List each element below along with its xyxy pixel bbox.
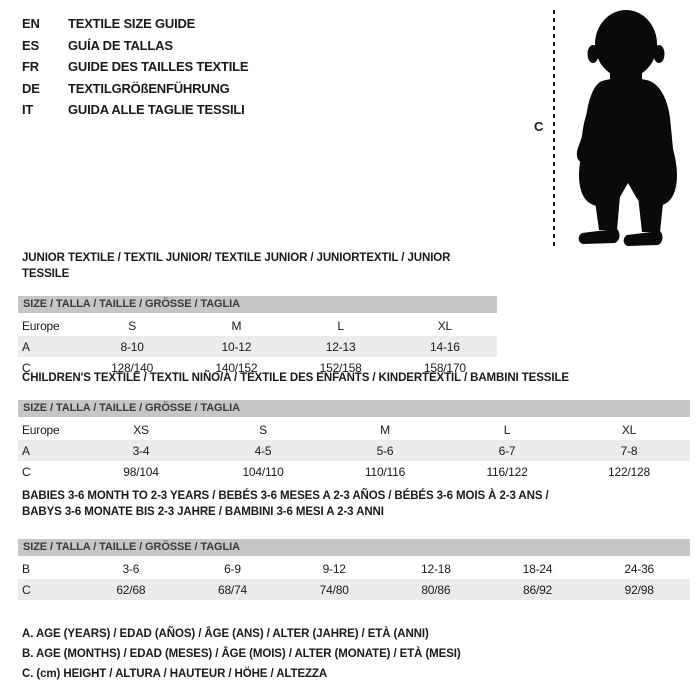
language-list bbox=[22, 13, 248, 121]
cell-value: 140/152 bbox=[215, 360, 258, 375]
cell-value: L bbox=[337, 318, 344, 333]
row-label: Europe bbox=[22, 422, 60, 437]
table-row bbox=[18, 579, 690, 600]
language-code: EN bbox=[22, 16, 40, 32]
cell-value: 152/158 bbox=[319, 360, 362, 375]
table-row bbox=[18, 315, 497, 336]
language-code: ES bbox=[22, 37, 39, 53]
cell-value: 62/68 bbox=[116, 582, 146, 597]
language-row bbox=[22, 56, 248, 78]
row-label: A bbox=[22, 443, 30, 458]
language-title: TEXTILGRÖßENFÜHRUNG bbox=[68, 80, 230, 96]
cell-value: S bbox=[128, 318, 137, 333]
cell-value: 6-9 bbox=[224, 561, 241, 576]
table-row bbox=[18, 558, 690, 579]
table-rows bbox=[18, 419, 690, 482]
toddler-silhouette-icon bbox=[562, 8, 694, 248]
cell-value: 4-5 bbox=[254, 443, 272, 458]
cell-value: 122/128 bbox=[608, 464, 650, 479]
footnote: C. (cm) HEIGHT / ALTURA / HAUTEUR / HÖHE / ALTEZZA bbox=[22, 668, 328, 680]
language-row bbox=[22, 78, 248, 100]
table-babies bbox=[18, 488, 690, 600]
figure-label-c: C bbox=[534, 119, 544, 134]
cell-value: 110/116 bbox=[364, 464, 406, 479]
table-junior-textile bbox=[18, 250, 497, 378]
table-rows bbox=[18, 558, 690, 600]
table-row bbox=[18, 440, 690, 461]
language-title: GUIDA ALLE TAGLIE TESSILI bbox=[68, 102, 245, 118]
cell-value: 8-10 bbox=[120, 339, 144, 354]
table-title: CHILDREN'S TEXTILE / TEXTIL NIÑO/A / TEXTILE DES ENFANTS / KINDERTEXTIL / BAMBINI TESSILE bbox=[22, 372, 569, 384]
cell-value: 10-12 bbox=[221, 339, 252, 354]
cell-value: 3-6 bbox=[122, 561, 140, 576]
cell-value: 6-7 bbox=[498, 443, 516, 458]
cell-value: 24-36 bbox=[624, 561, 655, 576]
row-label: C bbox=[22, 464, 31, 479]
language-row bbox=[22, 35, 248, 57]
table-size-header: SIZE / TALLA / TAILLE / GRÖSSE / TAGLIA bbox=[18, 296, 497, 313]
cell-value: 158/170 bbox=[423, 360, 466, 375]
cell-value: 18-24 bbox=[522, 561, 553, 576]
cell-value: XL bbox=[621, 422, 637, 437]
cell-value: 12-13 bbox=[325, 339, 356, 354]
cell-value: 104/110 bbox=[242, 464, 284, 479]
cell-value: 86/92 bbox=[523, 582, 553, 597]
row-label: Europe bbox=[22, 318, 60, 333]
cell-value: 80/86 bbox=[421, 582, 451, 597]
cell-value: 68/74 bbox=[217, 582, 248, 597]
footnote: A. AGE (YEARS) / EDAD (AÑOS) / ÂGE (ANS) / ALTER (JAHRE) / ETÀ (ANNI) bbox=[22, 628, 429, 640]
language-code: IT bbox=[22, 102, 34, 118]
table-row bbox=[18, 419, 690, 440]
cell-value: S bbox=[259, 422, 267, 437]
cell-value: M bbox=[231, 318, 242, 333]
row-label: B bbox=[22, 561, 30, 576]
language-title: GUIDE DES TAILLES TEXTILE bbox=[68, 59, 249, 75]
footnote: B. AGE (MONTHS) / EDAD (MESES) / ÂGE (MOIS) / ALTER (MONATE) / ETÀ (MESI) bbox=[22, 648, 461, 660]
cell-value: 5-6 bbox=[376, 443, 394, 458]
language-row bbox=[22, 13, 248, 35]
cell-value: XL bbox=[437, 318, 453, 333]
table-rows bbox=[18, 315, 497, 378]
cell-value: 98/104 bbox=[123, 464, 159, 479]
row-label: C bbox=[22, 360, 31, 375]
figure-area bbox=[520, 4, 698, 252]
cell-value: 12-18 bbox=[421, 561, 451, 576]
cell-value: 92/98 bbox=[624, 582, 654, 597]
cell-value: 9-12 bbox=[322, 561, 346, 576]
cell-value: 14-16 bbox=[430, 339, 460, 354]
table-title: JUNIOR TEXTILE / TEXTIL JUNIOR/ TEXTILE JUNIOR / JUNIORTEXTIL / JUNIOR TESSILE bbox=[22, 252, 451, 280]
table-title: BABIES 3-6 MONTH TO 2-3 YEARS / BEBÉS 3-6 MESES A 2-3 AÑOS / BÉBÉS 3-6 MOIS À 2-3 ANS / BABYS 3-6 MONATE BIS 2-3 JAHRE / BAMBINI 3-6 MESI A 2-3 ANNI bbox=[22, 490, 549, 518]
table-row bbox=[18, 461, 690, 482]
height-dash-line bbox=[553, 10, 555, 246]
language-row bbox=[22, 99, 248, 121]
cell-value: 3-4 bbox=[132, 443, 150, 458]
table-size-header: SIZE / TALLA / TAILLE / GRÖSSE / TAGLIA bbox=[18, 539, 690, 556]
row-label: C bbox=[22, 582, 31, 597]
footnotes bbox=[22, 624, 461, 684]
language-title: TEXTILE SIZE GUIDE bbox=[68, 16, 196, 32]
cell-value: 116/122 bbox=[486, 464, 528, 479]
cell-value: M bbox=[380, 422, 390, 437]
cell-value: 74/80 bbox=[319, 582, 349, 597]
language-title: GUÍA DE TALLAS bbox=[68, 37, 173, 53]
cell-value: L bbox=[503, 422, 511, 437]
language-code: DE bbox=[22, 80, 40, 96]
cell-value: 7-8 bbox=[620, 443, 638, 458]
table-childrens-textile bbox=[18, 370, 690, 482]
row-label: A bbox=[22, 339, 30, 354]
table-size-header: SIZE / TALLA / TAILLE / GRÖSSE / TAGLIA bbox=[18, 400, 690, 417]
cell-value: XS bbox=[133, 422, 149, 437]
language-code: FR bbox=[22, 59, 39, 75]
table-row bbox=[18, 336, 497, 357]
cell-value: 128/140 bbox=[111, 360, 154, 375]
